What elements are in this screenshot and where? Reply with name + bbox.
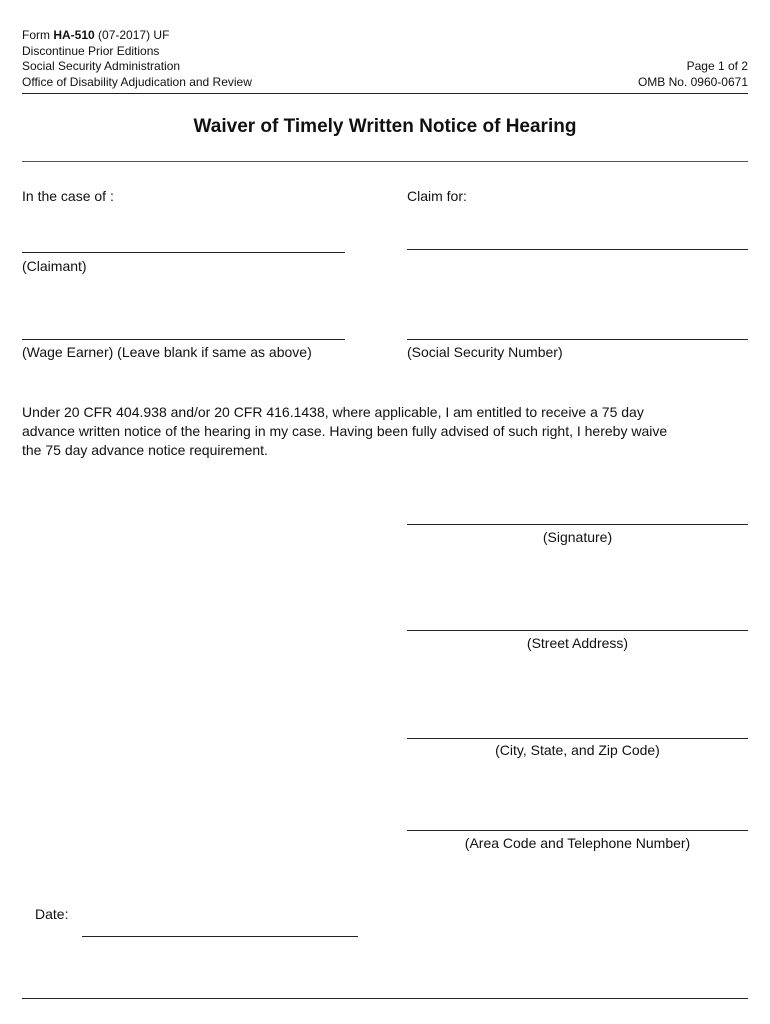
claimant-field[interactable] — [22, 252, 345, 253]
waiver-statement — [22, 403, 667, 460]
form-prefix: Form — [22, 28, 50, 42]
city-state-zip-field[interactable] — [407, 738, 748, 739]
page-number: Page 1 of 2 — [686, 59, 748, 73]
claimant-label: (Claimant) — [22, 258, 87, 274]
form-id — [22, 28, 252, 44]
waiver-line: Under 20 CFR 404.938 and/or 20 CFR 416.1438, where applicable, I am entitled to receive a 75 day — [22, 404, 644, 420]
ssn-label: (Social Security Number) — [407, 344, 563, 360]
edition-note: Discontinue Prior Editions — [22, 43, 160, 58]
form-revision: (07-2017) UF — [98, 28, 170, 42]
date-label: Date: — [35, 906, 69, 922]
wage-earner-label: (Wage Earner) (Leave blank if same as above) — [22, 344, 312, 360]
claim-for-field[interactable] — [407, 249, 748, 250]
form-header-right — [638, 59, 748, 90]
footer-divider — [22, 998, 748, 999]
in-case-of-label: In the case of : — [22, 188, 114, 204]
page-title: Waiver of Timely Written Notice of Hearing — [193, 116, 577, 137]
city-state-zip-label: (City, State, and Zip Code) — [495, 742, 660, 758]
ssn-field[interactable] — [407, 339, 748, 340]
signature-label: (Signature) — [542, 529, 613, 545]
title-divider — [22, 161, 748, 162]
signature-field[interactable] — [407, 524, 748, 525]
form-header-left — [22, 28, 252, 90]
omb-number: OMB No. 0960-0671 — [637, 74, 748, 89]
telephone-label: (Area Code and Telephone Number) — [464, 835, 691, 851]
claim-for-label: Claim for: — [407, 188, 467, 204]
telephone-field[interactable] — [407, 830, 748, 831]
header-divider — [22, 93, 748, 94]
office-name: Office of Disability Adjudication and Review — [22, 74, 252, 89]
street-address-label: (Street Address) — [526, 635, 629, 651]
wage-earner-field[interactable] — [22, 339, 345, 340]
date-field[interactable] — [82, 936, 358, 937]
form-number: HA-510 — [53, 28, 95, 42]
street-address-field[interactable] — [407, 630, 748, 631]
waiver-line: the 75 day advance notice requirement. — [22, 442, 268, 458]
waiver-line: advance written notice of the hearing in my case. Having been fully advised of such right, I hereby waive — [22, 423, 668, 439]
agency-name: Social Security Administration — [22, 59, 181, 73]
